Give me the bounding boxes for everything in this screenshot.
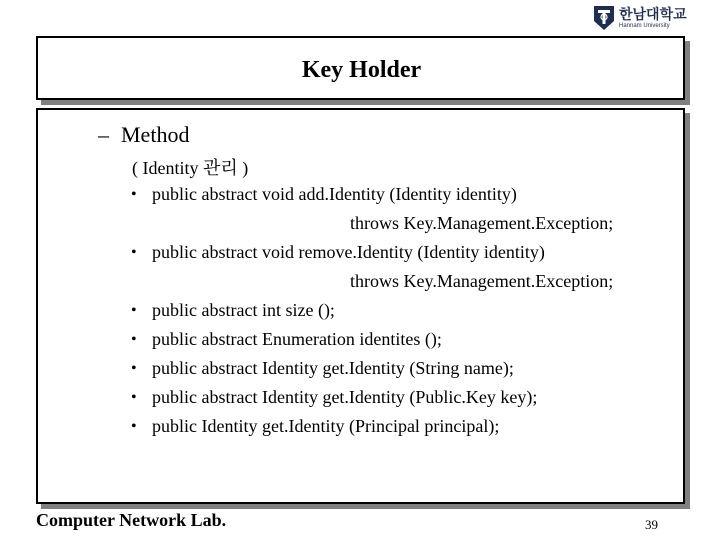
method-signature: public abstract void add.Identity (Identity identity) <box>152 184 517 204</box>
page-number: 39 <box>645 517 658 532</box>
bullet-icon: • <box>131 389 137 406</box>
method-throws: throws Key.Management.Exception; <box>350 271 614 291</box>
bullet-icon: • <box>131 186 137 203</box>
slide-title: Key Holder <box>301 56 422 83</box>
university-logo <box>593 4 693 32</box>
bullet-icon: • <box>131 418 137 435</box>
list-item <box>128 296 613 325</box>
list-item <box>128 325 613 354</box>
bullet-icon: • <box>131 360 137 377</box>
list-item <box>128 354 613 383</box>
method-signature: public Identity get.Identity (Principal principal); <box>152 416 500 436</box>
section-dash: – <box>98 122 109 147</box>
logo-korean-text: 한남대학교 <box>619 6 687 23</box>
list-item <box>128 412 613 441</box>
title-box <box>36 36 685 100</box>
method-signature: public abstract Enumeration identites (); <box>152 329 442 349</box>
method-signature: public abstract void remove.Identity (Identity identity) <box>152 242 545 262</box>
method-throws: throws Key.Management.Exception; <box>350 213 614 233</box>
method-signature: public abstract Identity get.Identity (Public.Key key); <box>152 387 538 407</box>
university-emblem-icon <box>593 5 615 31</box>
bullet-icon: • <box>131 302 137 319</box>
logo-english-text: Hannam University <box>619 22 670 29</box>
bullet-icon: • <box>131 331 137 348</box>
method-signature: public abstract Identity get.Identity (String name); <box>152 358 514 378</box>
bullet-icon: • <box>131 244 137 261</box>
footer-lab-name: Computer Network Lab. <box>36 510 227 530</box>
content-box <box>36 108 685 504</box>
list-item <box>128 238 613 296</box>
section-heading-text: Method <box>121 122 190 147</box>
subheading: ( Identity 관리 ) <box>132 158 249 178</box>
method-signature: public abstract int size (); <box>152 300 335 320</box>
method-list <box>128 180 613 441</box>
list-item <box>128 383 613 412</box>
list-item <box>128 180 613 238</box>
section-heading <box>98 122 189 148</box>
